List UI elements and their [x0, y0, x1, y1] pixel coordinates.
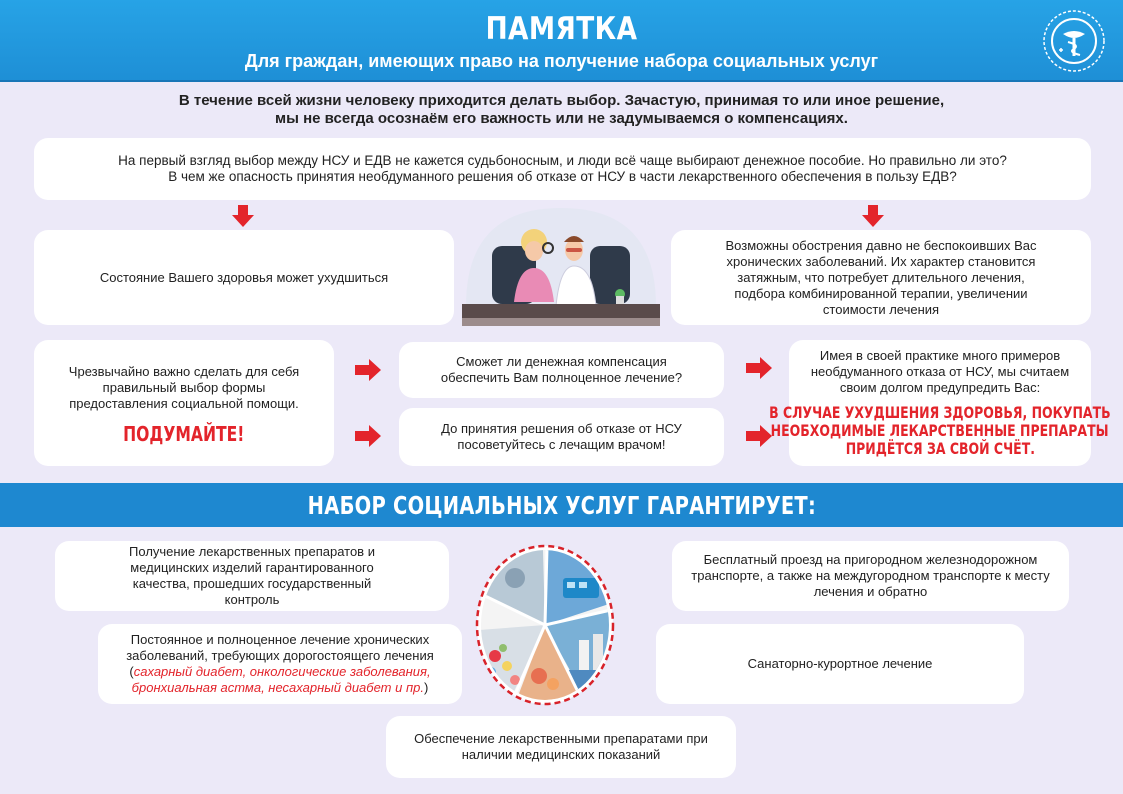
transport-card	[672, 541, 1069, 611]
sanatorium-card	[656, 624, 1024, 704]
arrow-right-icon	[746, 425, 772, 447]
think-emphasis: ПОДУМАЙТЕ!	[123, 422, 245, 446]
question-line-1: На первый взгляд выбор между НСУ и ЕДВ не кажется судьбоносным, и люди всё чаще выбирают денежное пособие. Но правильно ли это?	[118, 153, 1007, 168]
exacerbation-risk-text: Возможны обострения давно не беспокоивших Вас хронических заболеваний. Их характер становится затяжным, что потребует длительного лечения, подбора комбинированной терапии, увеличении стоимости лечения	[725, 237, 1037, 317]
medicines-text: Получение лекарственных препаратов и медицинских изделий гарантированного качества, прошедших государственный контроль	[129, 544, 375, 607]
warning-line-1: В СЛУЧАЕ УХУДШЕНИЯ ЗДОРОВЬЯ, ПОКУПАТЬ	[769, 403, 1111, 422]
treatment-text: Постоянное и полноценное лечение хронических заболеваний, требующих дорогостоящего лечения (сахарный диабет, онкологические заболевания, бронхиальная астма, несахарный диабет и пр.)	[126, 632, 434, 695]
exacerbation-risk-card	[671, 230, 1091, 325]
warning-card	[769, 340, 1111, 466]
consult-card	[399, 408, 724, 466]
think-card	[34, 340, 334, 466]
intro-line-1: В течение всей жизни человеку приходится делать выбор. Зачастую, принимая то или иное решение,	[178, 92, 945, 109]
intro-text	[0, 92, 1123, 128]
treatment-diseases: сахарный диабет, онкологические заболевания, бронхиальная астма, несахарный диабет и пр.	[131, 664, 431, 695]
consult-text: До принятия решения об отказе от НСУ посоветуйтесь с лечащим врачом!	[441, 421, 682, 452]
treatment-card	[98, 624, 462, 704]
question-line-2: В чем же опасность принятия необдуманного решения об отказе от НСУ в части лекарственного обеспечения в пользу ЕДВ?	[168, 169, 957, 184]
pharmacy-logo-icon	[1041, 8, 1107, 74]
intro-line-2: мы не всегда осознаём его важность или не задумываемся о компенсациях.	[275, 110, 848, 127]
header-banner	[0, 0, 1123, 82]
warning-text: Имея в своей практике много примеров необдуманного отказа от НСУ, мы считаем своим долгом предупредить Вас:	[810, 348, 1070, 395]
provision-text: Обеспечение лекарственными препаратами при наличии медицинских показаний	[414, 731, 708, 762]
provision-card	[386, 716, 736, 778]
arrow-down-icon	[232, 205, 254, 227]
warning-line-3: ПРИДЁТСЯ ЗА СВОЙ СЧЁТ.	[845, 439, 1035, 458]
health-risk-text: Состояние Вашего здоровья может ухудшиться	[99, 269, 389, 285]
warning-line-2: НЕОБХОДИМЫЕ ЛЕКАРСТВЕННЫЕ ПРЕПАРАТЫ	[771, 421, 1109, 440]
doctor-patient-illustration	[462, 206, 660, 336]
health-risk-card	[34, 230, 454, 325]
page-subtitle: Для граждан, имеющих право на получение набора социальных услуг	[244, 51, 879, 71]
compensation-text: Сможет ли денежная компенсация обеспечить Вам полноценное лечение?	[440, 354, 683, 385]
services-photo-collage	[475, 544, 615, 706]
arrow-right-icon	[746, 357, 772, 379]
arrow-down-icon	[862, 205, 884, 227]
medicines-card	[55, 541, 449, 611]
guarantee-title: НАБОР СОЦИАЛЬНЫХ УСЛУГ ГАРАНТИРУЕТ:	[307, 490, 816, 520]
question-card	[34, 138, 1091, 200]
compensation-card	[399, 342, 724, 398]
arrow-right-icon	[355, 425, 381, 447]
think-text: Чрезвычайно важно сделать для себя правильный выбор формы предоставления социальной помощи.	[68, 364, 300, 411]
page-title: ПАМЯТКА	[485, 11, 638, 47]
guarantee-banner	[0, 483, 1123, 527]
arrow-right-icon	[355, 359, 381, 381]
sanatorium-text: Санаторно-курортное лечение	[747, 656, 933, 671]
transport-text: Бесплатный проезд на пригородном железнодорожном транспорте, а также на междугородном транспорте к месту лечения и обратно	[691, 552, 1050, 599]
